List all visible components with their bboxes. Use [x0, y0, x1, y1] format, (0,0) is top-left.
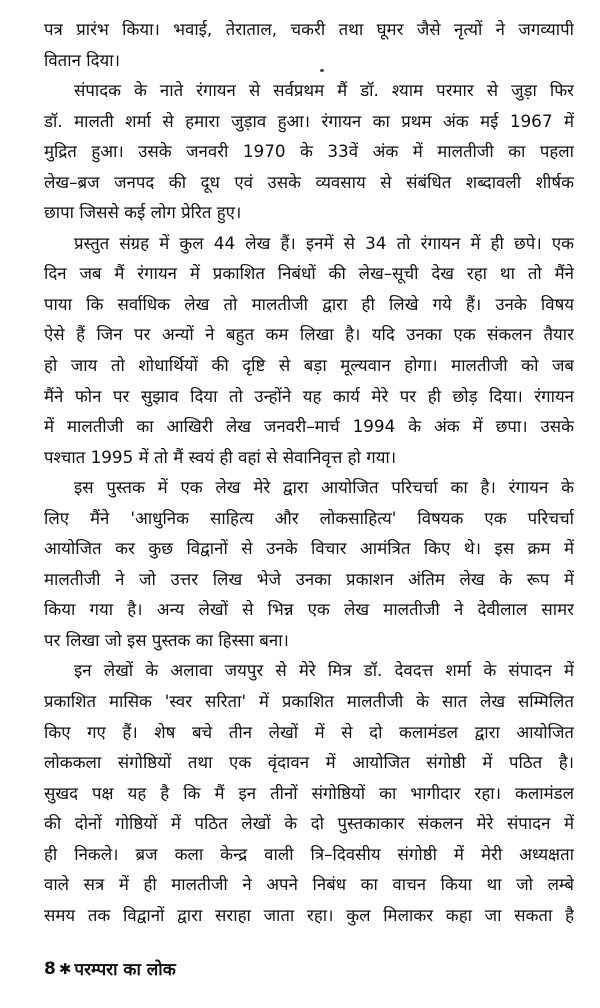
text-line: मालतीजी ने जो उत्तर लिख भेजे उनका प्रकाशन अंतिम लेख के रूप में — [44, 568, 574, 589]
text-line: लेख–ब्रज जनपद की दूध एवं उसके व्यवसाय से संबंधित शब्दावली शीर्षक — [44, 171, 574, 192]
paragraph — [44, 655, 574, 930]
text-line: की दोनों गोष्ठियों में पठित लेखों के दो पुस्तकाकार संकलन मेरे संपादन में — [44, 813, 574, 834]
text-line: ही निकले। ब्रज कला केन्द्र वाली त्रि–दिवसीय संगोष्ठी में मेरी अध्यक्षता — [44, 843, 574, 864]
text-line: डॉ. मालती शर्मा से हमारा जुड़ाव हुआ। रंगायन का प्रथम अंक मई 1967 में — [44, 110, 574, 131]
text-line: वाले सत्र में ही मालतीजी ने अपने निबंध का वाचन किया था जो लम्बे — [44, 874, 574, 895]
body-text — [44, 14, 574, 930]
text-line: आयोजित कर कुछ विद्वानों से उनके विचार आमंत्रित किए थे। इस क्रम में — [44, 538, 574, 559]
text-line: हो जाय तो शोधार्थियों की दृष्टि से बड़ा मूल्यवान होगा। मालतीजी को जब — [44, 355, 574, 376]
text-line: वितान दिया। — [44, 49, 120, 70]
page-number: 8 — [44, 958, 56, 979]
text-line: किया गया है। अन्य लेखों से भिन्न एक लेख मालतीजी ने देवीलाल सामर — [44, 599, 574, 620]
text-line: पश्चात 1995 में तो मैं स्वयं ही वहां से सेवानिवृत्त हो गया। — [44, 446, 397, 467]
paragraph — [44, 14, 574, 75]
paragraph — [44, 472, 574, 655]
paragraph — [44, 228, 574, 472]
text-line: सुखद पक्ष यह है कि मैं इन तीनों संगोष्ठियों का भागीदार रहा। कलामंडल — [44, 782, 574, 803]
text-line: लोककला संगोष्ठियों तथा एक वृंदावन में आयोजित संगोष्ठी में पठित है। — [44, 752, 574, 773]
text-line: दिन जब मैं रंगायन में प्रकाशित निबंधों की लेख–सूची देख रहा था तो मैंने — [44, 263, 574, 284]
text-line: में मालतीजी का आखिरी लेख जनवरी–मार्च 1994 के अंक में छपा। उसके — [44, 416, 574, 437]
star-separator-icon: ✱ — [58, 959, 72, 978]
book-title: परम्परा का लोक — [74, 960, 176, 980]
text-line: पाया कि सर्वाधिक लेख तो मालतीजी द्वारा ही लिखे गये हैं। उनके विषय — [44, 293, 574, 314]
text-line: छापा जिससे कई लोग प्रेरित हुए। — [44, 202, 242, 223]
text-line: मैंने फोन पर सुझाव दिया तो उन्होंने यह कार्य मेरे पर ही छोड़ दिया। रंगायन — [44, 385, 574, 406]
text-line: मुद्रित हुआ। उसके जनवरी 1970 के 33वें अंक में मालतीजी का पहला — [44, 141, 574, 162]
page-footer — [44, 957, 176, 980]
paragraph — [44, 75, 574, 228]
ink-speck — [320, 69, 324, 72]
text-line: समय तक विद्वानों द्वारा सराहा जाता रहा। कुल मिलाकर कहा जा सकता है — [44, 904, 574, 925]
text-line: किए गए हैं। शेष बचे तीन लेखों में से दो कलामंडल द्वारा आयोजित — [44, 721, 574, 742]
text-line: पत्र प्रारंभ किया। भवाई, तेराताल, चकरी तथा घूमर जैसे नृत्यों ने जगव्यापी — [44, 19, 574, 39]
text-line: लिए मैंने 'आधुनिक साहित्य और लोकसाहित्य' विषयक एक परिचर्चा — [44, 507, 574, 528]
text-line: इन लेखों के अलावा जयपुर से मेरे मित्र डॉ. देवदत्त शर्मा के संपादन में — [74, 660, 574, 681]
text-line: ऐसे हैं जिन पर अन्यों ने बहुत कम लिखा है। यदि उनका एक संकलन तैयार — [44, 324, 574, 345]
text-line: पर लिखा जो इस पुस्तक का हिस्सा बना। — [44, 629, 289, 650]
text-line: संपादक के नाते रंगायन से सर्वप्रथम मैं डॉ. श्याम परमार से जुड़ा फिर — [74, 80, 574, 101]
text-line: प्रकाशित मासिक 'स्वर सरिता' में प्रकाशित मालतीजी के सात लेख सम्मिलित — [44, 691, 574, 712]
text-line: इस पुस्तक में एक लेख मेरे द्वारा आयोजित परिचर्चा का है। रंगायन के — [74, 477, 574, 498]
text-line: प्रस्तुत संग्रह में कुल 44 लेख हैं। इनमें से 34 तो रंगायन में ही छपे। एक — [74, 232, 574, 253]
